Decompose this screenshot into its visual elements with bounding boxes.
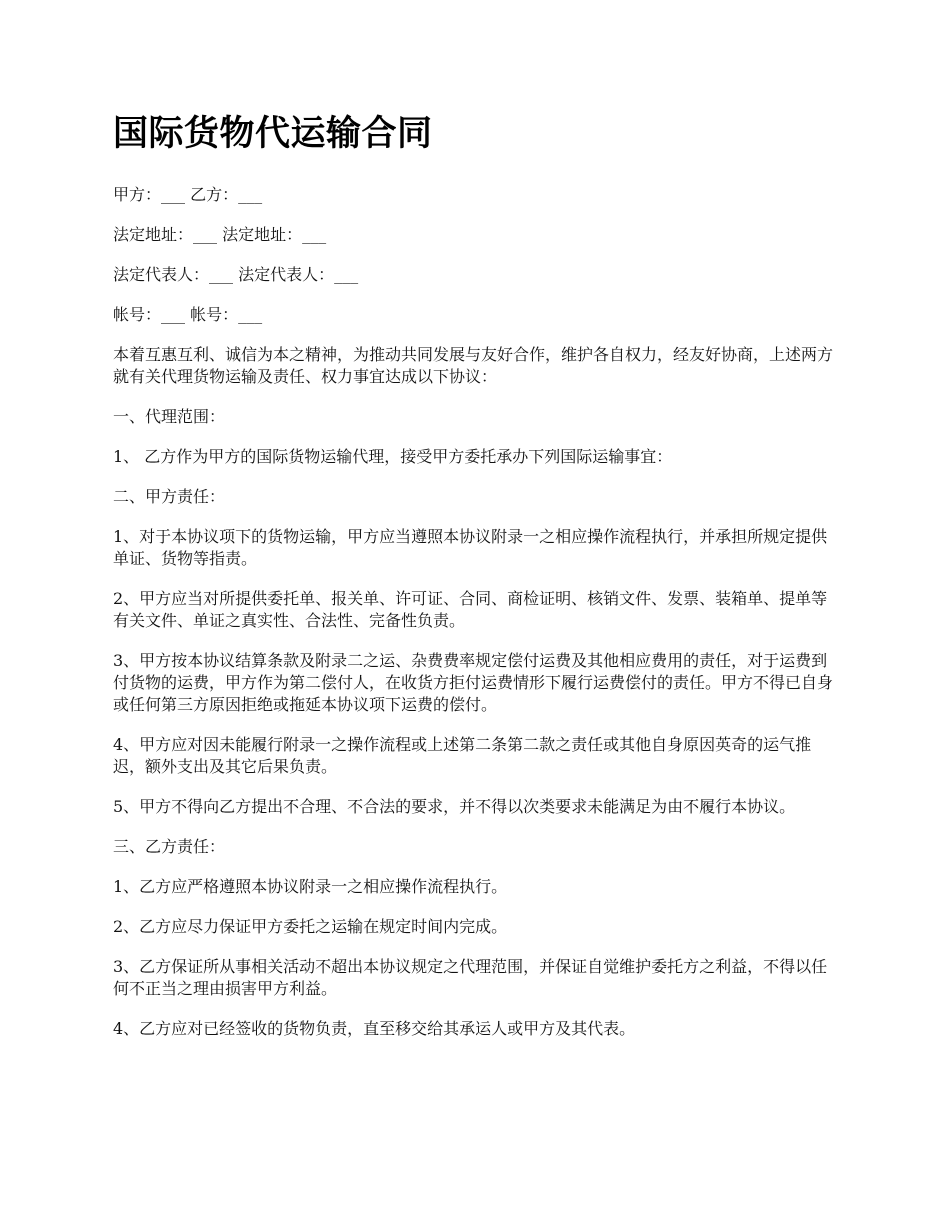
document-title: 国际货物代运输合同 bbox=[113, 114, 433, 154]
section-heading: 二、甲方责任： bbox=[113, 487, 226, 506]
clause: 3、乙方保证所从事相关活动不超出本协议规定之代理范围，并保证自觉维护委托方之利益，不得以任何不正当之理由损害甲方利益。 bbox=[113, 957, 828, 998]
clause: 1、 乙方作为甲方的国际货物运输代理，接受甲方委托承办下列国际运输事宜： bbox=[113, 447, 673, 466]
section-party-b-responsibilities bbox=[113, 836, 838, 1040]
clause: 1、对于本协议项下的货物运输，甲方应当遵照本协议附录一之相应操作流程执行，并承担所规定提供单证、货物等指责。 bbox=[113, 527, 828, 568]
section-heading: 一、代理范围： bbox=[113, 407, 226, 426]
section-agency-scope bbox=[113, 406, 838, 468]
party-names: 甲方：___ 乙方：___ bbox=[113, 185, 263, 204]
clause: 2、乙方应尽力保证甲方委托之运输在规定时间内完成。 bbox=[113, 917, 508, 936]
parties-block bbox=[113, 184, 838, 326]
clause: 4、甲方应对因未能履行附录一之操作流程或上述第二条第二款之责任或其他自身原因英奇的运气推迟，额外支出及其它后果负责。 bbox=[113, 735, 812, 776]
clause: 4、乙方应对已经签收的货物负责，直至移交给其承运人或甲方及其代表。 bbox=[113, 1019, 636, 1038]
clause: 2、甲方应当对所提供委托单、报关单、许可证、合同、商检证明、核销文件、发票、装箱单、提单等有关文件、单证之真实性、合法性、完备性负责。 bbox=[113, 589, 828, 630]
party-legal-representatives: 法定代表人：___ 法定代表人：___ bbox=[113, 265, 359, 284]
clause: 5、甲方不得向乙方提出不合理、不合法的要求，并不得以次类要求未能满足为由不履行本协议。 bbox=[113, 797, 796, 816]
party-accounts: 帐号：___ 帐号：___ bbox=[113, 305, 263, 324]
section-party-a-responsibilities bbox=[113, 486, 838, 818]
contract-page bbox=[113, 108, 838, 1058]
clause: 1、乙方应严格遵照本协议附录一之相应操作流程执行。 bbox=[113, 877, 508, 896]
section-heading: 三、乙方责任： bbox=[113, 837, 226, 856]
party-addresses: 法定地址：___ 法定地址：___ bbox=[113, 225, 327, 244]
intro-paragraph: 本着互惠互利、诚信为本之精神，为推动共同发展与友好合作，维护各自权力，经友好协商，上述两方就有关代理货物运输及责任、权力事宜达成以下协议： bbox=[113, 345, 834, 386]
clause: 3、甲方按本协议结算条款及附录二之运、杂费费率规定偿付运费及其他相应费用的责任，对于运费到付货物的运费，甲方作为第二偿付人，在收货方拒付运费情形下履行运费偿付的责任。甲方不得已自身或任何第三方原因拒绝或拖延本协议项下运费的偿付。 bbox=[113, 651, 834, 714]
